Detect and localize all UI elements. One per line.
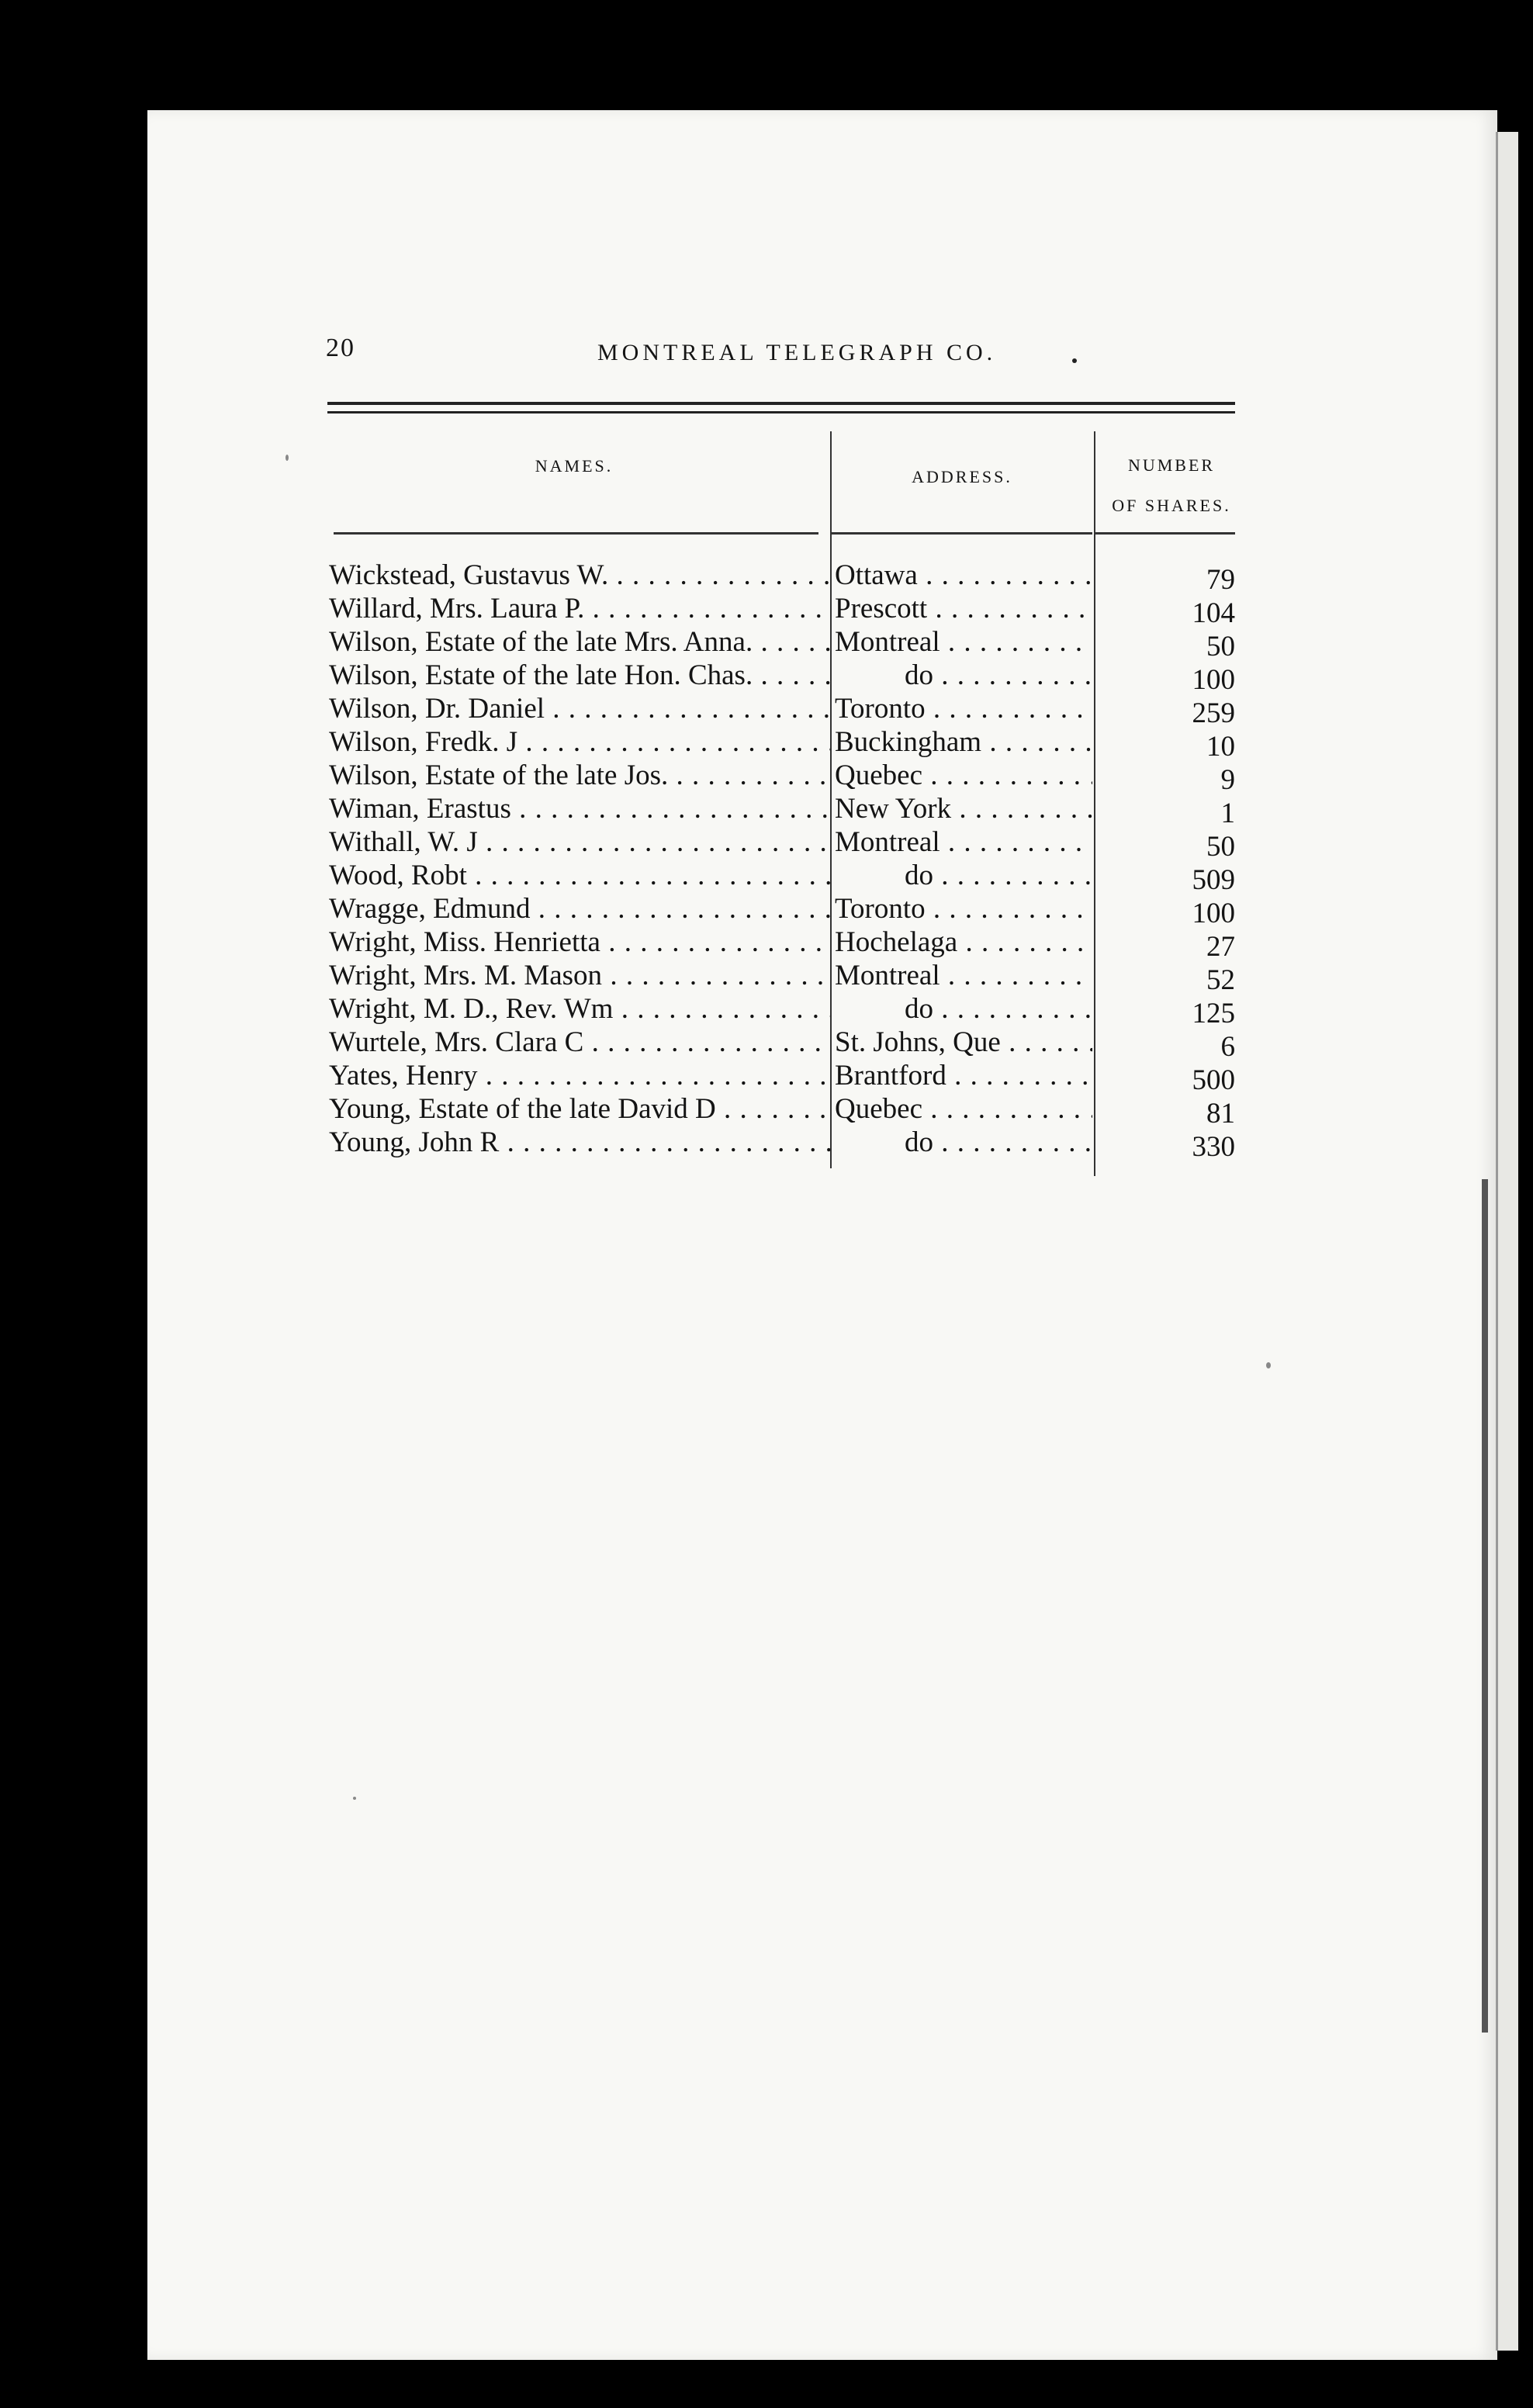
page-number: 20 — [326, 334, 355, 362]
shareholder-name: Wragge, Edmund . . . — [329, 892, 830, 925]
share-count: 104 — [1192, 597, 1235, 629]
shareholder-name: Wilson, Dr. Daniel . . . — [329, 692, 830, 725]
shareholder-address: Prescott . . . — [835, 592, 1092, 625]
table-row — [318, 1059, 1241, 1096]
table-row — [318, 1092, 1241, 1130]
share-count: 259 — [1192, 697, 1235, 729]
shares-header-underline — [1095, 532, 1235, 535]
shareholder-address: do . . . — [835, 859, 1092, 892]
shareholder-name: Wilson, Estate of the late Mrs. Anna. . . . — [329, 625, 830, 659]
shareholder-address: Montreal . . . — [835, 825, 1092, 859]
header-rule-bottom — [327, 411, 1235, 413]
shareholder-name: Withall, W. J . . . — [329, 825, 830, 859]
share-count: 509 — [1192, 864, 1235, 896]
share-count: 50 — [1206, 631, 1235, 663]
share-count: 125 — [1192, 998, 1235, 1029]
table-row — [318, 725, 1241, 763]
shareholder-name: Wood, Robt . . . — [329, 859, 830, 892]
page-edge — [1496, 132, 1518, 2351]
shareholder-name: Wurtele, Mrs. Clara C . . . — [329, 1026, 830, 1059]
share-count: 100 — [1192, 664, 1235, 696]
share-count: 1 — [1220, 797, 1235, 829]
table-row — [318, 559, 1241, 596]
share-count: 100 — [1192, 898, 1235, 929]
share-count: 500 — [1192, 1064, 1235, 1096]
column-header-shares-line1: NUMBER — [1127, 455, 1216, 475]
shareholder-address: St. Johns, Que . . . — [835, 1026, 1092, 1059]
shareholder-address: do . . . — [835, 1126, 1092, 1159]
share-count: 6 — [1220, 1031, 1235, 1063]
table-row — [318, 625, 1241, 663]
table-row — [318, 892, 1241, 929]
share-count: 52 — [1206, 964, 1235, 996]
page-edge-shadow — [1482, 1179, 1488, 2033]
shareholder-name: Wickstead, Gustavus W. . . . — [329, 559, 830, 592]
column-header-shares — [1102, 445, 1241, 526]
table-row — [318, 1026, 1241, 1063]
shareholder-name: Wilson, Estate of the late Hon. Chas. . . . — [329, 659, 830, 692]
book-page — [147, 110, 1497, 2360]
table-row — [318, 825, 1241, 863]
table-row — [318, 792, 1241, 829]
column-header-shares-line2: OF SHARES. — [1112, 496, 1231, 515]
table-row — [318, 859, 1241, 896]
shareholder-name: Wilson, Fredk. J . . . — [329, 725, 830, 759]
share-count: 50 — [1206, 831, 1235, 863]
shareholder-name: Young, Estate of the late David D . . . — [329, 1092, 830, 1126]
shareholder-address: Buckingham . . . — [835, 725, 1092, 759]
paper-speck — [1266, 1362, 1271, 1368]
table-row — [318, 659, 1241, 696]
shareholder-name: Yates, Henry . . . — [329, 1059, 830, 1092]
share-count: 9 — [1220, 764, 1235, 796]
shareholder-address: Brantford . . . — [835, 1059, 1092, 1092]
column-header-address: ADDRESS. — [912, 467, 1012, 486]
table-row — [318, 959, 1241, 996]
shareholder-address: Hochelaga . . . — [835, 925, 1092, 959]
shareholder-name: Wright, Miss. Henrietta . . . — [329, 925, 830, 959]
shareholder-address: do . . . — [835, 659, 1092, 692]
shareholder-address: do . . . — [835, 992, 1092, 1026]
shareholder-address: New York . . . — [835, 792, 1092, 825]
table-row — [318, 692, 1241, 729]
shareholder-address: Ottawa . . . — [835, 559, 1092, 592]
table-row — [318, 1126, 1241, 1163]
shareholder-name: Wilson, Estate of the late Jos. . . . — [329, 759, 830, 792]
share-count: 330 — [1192, 1131, 1235, 1163]
table-row — [318, 592, 1241, 629]
shareholder-address: Toronto . . . — [835, 892, 1092, 925]
share-count: 79 — [1206, 564, 1235, 596]
address-header-underline — [832, 532, 1092, 535]
running-title: MONTREAL TELEGRAPH CO. — [597, 340, 997, 365]
shareholder-name: Wright, Mrs. M. Mason . . . — [329, 959, 830, 992]
table-row — [318, 992, 1241, 1029]
paper-speck — [353, 1797, 356, 1800]
table-row — [318, 925, 1241, 963]
share-count: 10 — [1206, 731, 1235, 763]
column-header-names: NAMES. — [535, 456, 614, 476]
shareholder-name: Wiman, Erastus . . . — [329, 792, 830, 825]
names-header-underline — [334, 532, 818, 535]
printer-dot — [1072, 358, 1077, 363]
shareholder-address: Montreal . . . — [835, 959, 1092, 992]
shareholder-address: Montreal . . . — [835, 625, 1092, 659]
shareholder-name: Young, John R . . . — [329, 1126, 830, 1159]
header-rule-top — [327, 402, 1235, 405]
paper-speck — [285, 455, 289, 461]
shareholder-address: Toronto . . . — [835, 692, 1092, 725]
shareholder-address: Quebec . . . — [835, 759, 1092, 792]
share-count: 27 — [1206, 931, 1235, 963]
share-count: 81 — [1206, 1098, 1235, 1130]
shareholder-name: Wright, M. D., Rev. Wm . . . — [329, 992, 830, 1026]
shareholder-table — [318, 559, 1241, 1163]
shareholder-name: Willard, Mrs. Laura P. . . . — [329, 592, 830, 625]
shareholder-address: Quebec . . . — [835, 1092, 1092, 1126]
table-row — [318, 759, 1241, 796]
